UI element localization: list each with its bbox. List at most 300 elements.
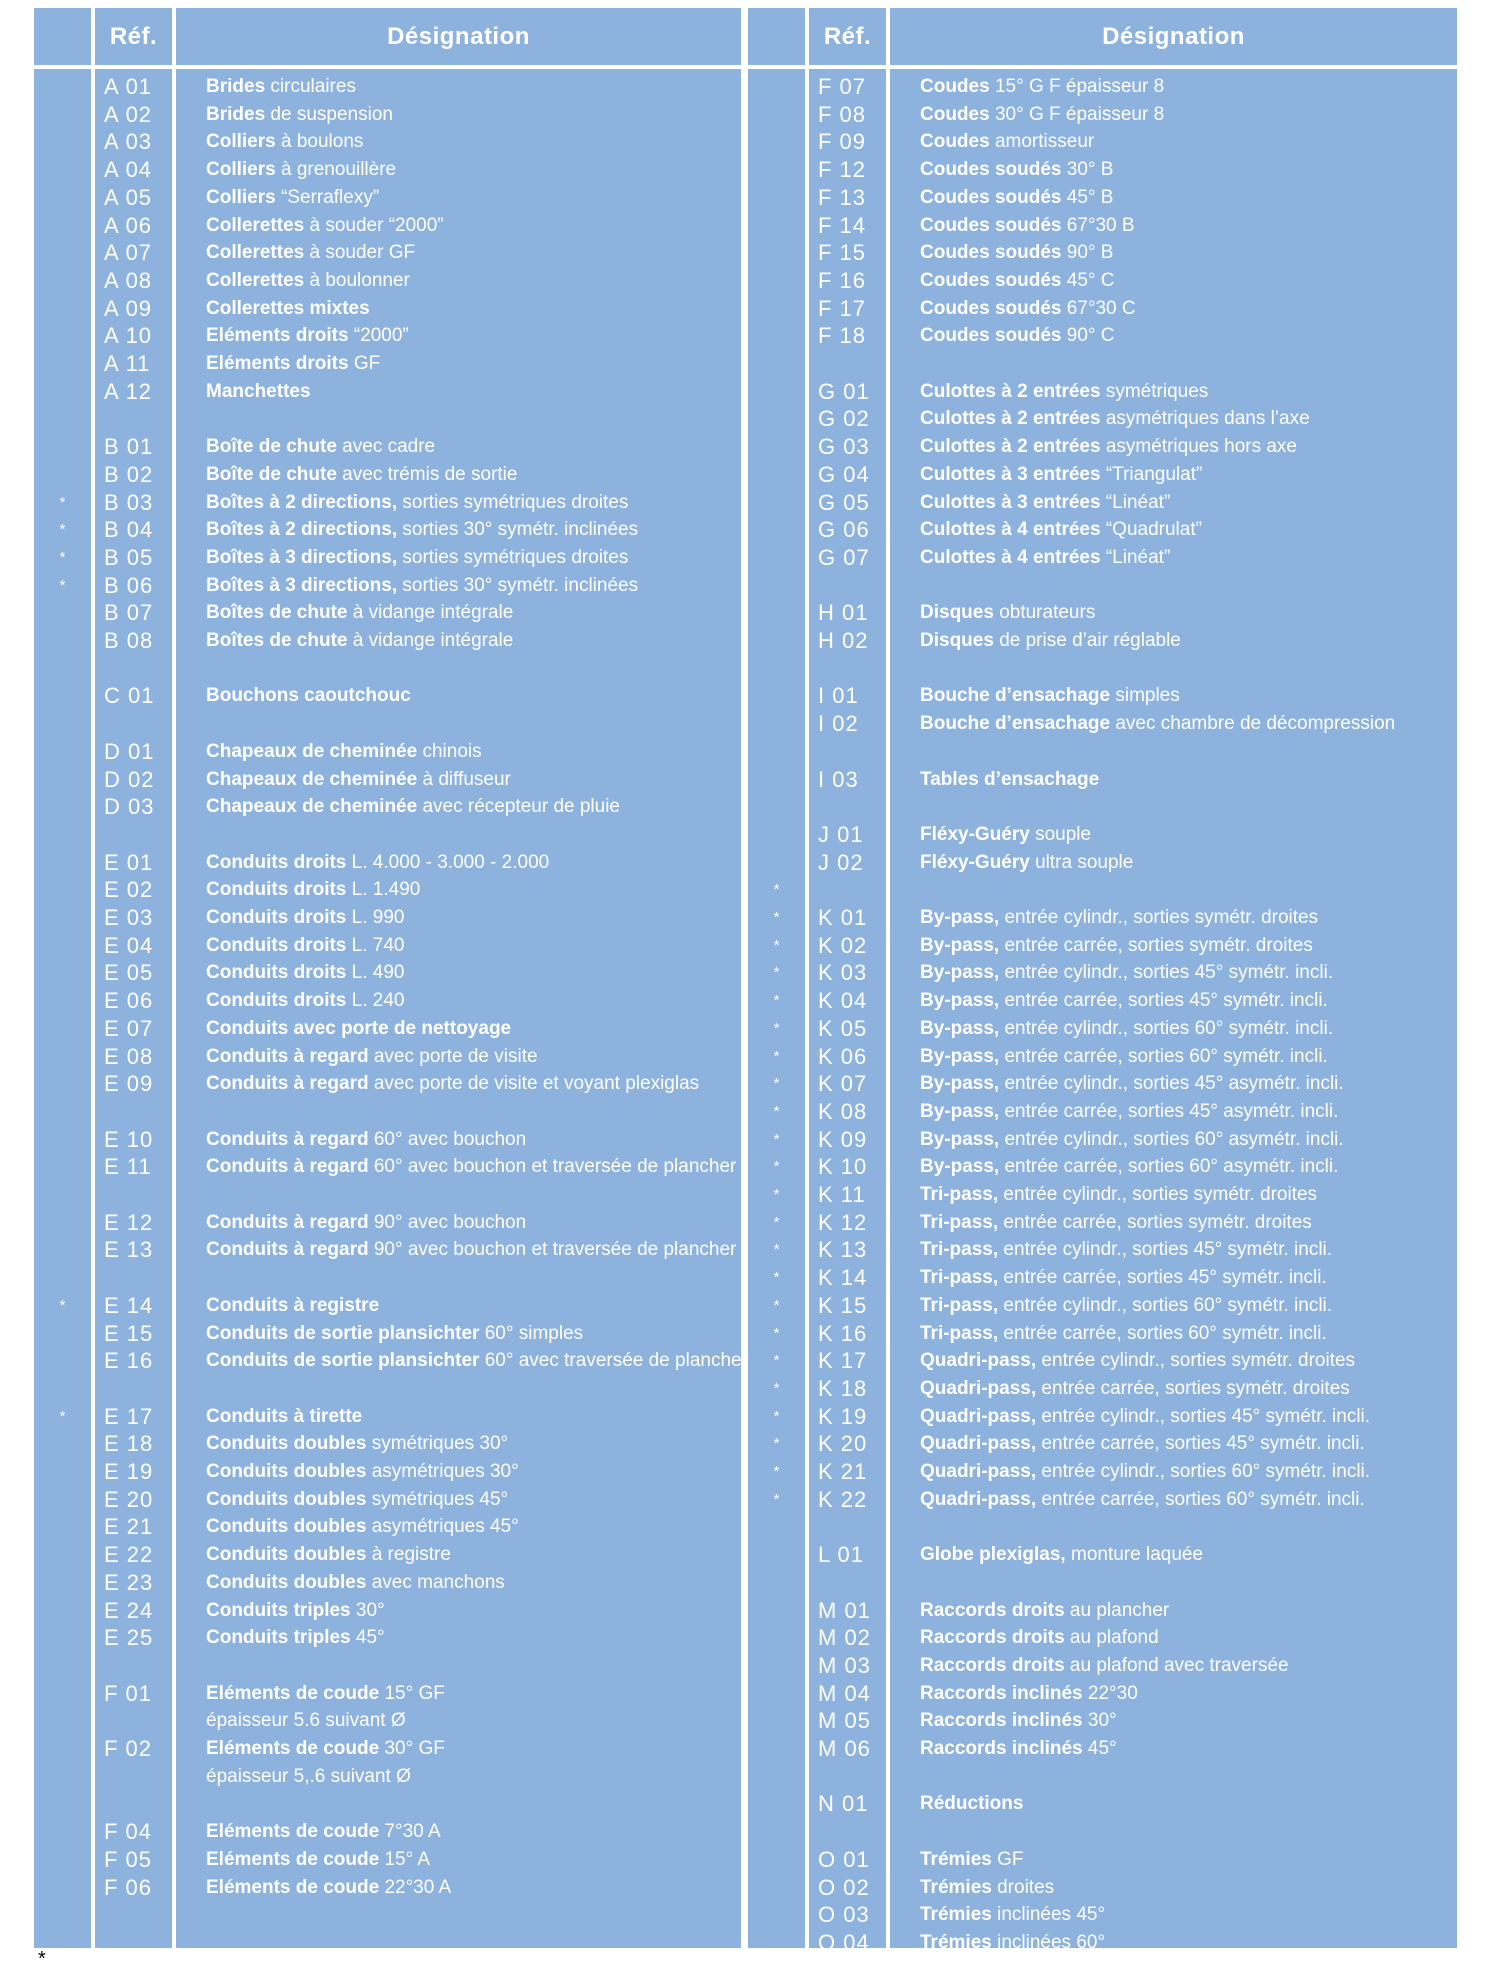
designation-name: Conduits à regard [206, 1073, 369, 1095]
designation-detail: inclinées 60° [991, 1931, 1106, 1953]
designation-cell [890, 959, 1457, 987]
designation-name: Coudes soudés [920, 242, 1062, 264]
new-item-marker: * [773, 1102, 780, 1120]
ref-cell: O 04 [818, 1929, 870, 1955]
designation-cell [176, 572, 741, 600]
designation-detail: 60° avec bouchon et traversée de plancher [368, 1156, 737, 1178]
designation-detail: entrée cylindr., sorties 45° symétr. incli. [1036, 1405, 1371, 1427]
new-item-marker: * [773, 1213, 780, 1231]
designation-name: Conduits à regard [206, 1045, 369, 1067]
ref-cell: G 04 [818, 461, 870, 487]
designation-cell [176, 932, 741, 960]
designation-cell [890, 1680, 1457, 1708]
designation-name: By-pass, [920, 934, 1000, 956]
designation-header: Désignation [387, 22, 530, 50]
ref-cell: E 02 [104, 877, 154, 903]
designation-name: Quadri-pass, [920, 1433, 1037, 1455]
designation-name: By-pass, [920, 907, 1000, 928]
designation-cell [890, 1153, 1457, 1181]
designation-detail: au plancher [1064, 1599, 1170, 1621]
designation-detail: “Linéat” [1100, 546, 1171, 568]
designation-detail: de prise d’air réglable [993, 630, 1181, 651]
ref-cell: K 05 [818, 1015, 868, 1041]
designation-detail: à vidange intégrale [347, 630, 514, 651]
designation-cell [176, 1874, 741, 1902]
ref-cell: E 12 [104, 1209, 154, 1235]
ref-cell: O 01 [818, 1846, 870, 1872]
designation-detail: 15° G F épaisseur 8 [989, 76, 1165, 97]
designation-detail: 22°30 A [379, 1876, 452, 1898]
ref-cell: C 01 [104, 683, 155, 709]
designation-name: Chapeaux de cheminée [206, 796, 418, 818]
ref-cell: E 17 [104, 1403, 154, 1429]
designation-cell [176, 1403, 741, 1431]
ref-cell: D 03 [104, 794, 155, 820]
designation-cell [176, 904, 741, 932]
designation-name: Trémies [920, 1931, 992, 1953]
designation-detail: asymétriques 30° [366, 1461, 519, 1482]
designation-cell [176, 1513, 741, 1541]
designation-detail: sorties 30° symétr. inclinées [397, 574, 639, 596]
designation-detail: entrée carrée, sorties symétr. droites [998, 1211, 1312, 1233]
new-item-marker: * [773, 1158, 780, 1176]
designation-cell [176, 516, 741, 544]
designation-name: Collerettes [206, 269, 305, 291]
designation-name: By-pass, [920, 1156, 1000, 1178]
designation-cell [890, 1652, 1457, 1680]
designation-cell [176, 1818, 741, 1846]
ref-cell: D 02 [104, 766, 155, 792]
designation-detail: entrée carrée, sorties 60° symétr. incli. [1036, 1488, 1365, 1510]
designation-cell [890, 1015, 1457, 1043]
designation-cell [176, 627, 741, 655]
designation-detail: sorties 30° symétr. inclinées [397, 519, 639, 541]
ref-cell: G 05 [818, 489, 870, 515]
designation-detail: avec manchons [366, 1571, 505, 1593]
ref-cell: D 01 [104, 738, 155, 764]
designation-cell [176, 461, 741, 489]
ref-cell: F 06 [104, 1874, 153, 1900]
ref-cell: A 03 [104, 129, 153, 155]
designation-cell [176, 1070, 741, 1098]
designation-cell [176, 73, 741, 101]
ref-cell: G 07 [818, 544, 870, 570]
designation-name: Conduits à regard [206, 1211, 369, 1233]
ref-cell: K 17 [818, 1348, 868, 1374]
designation-name: Quadri-pass, [920, 1350, 1037, 1372]
designation-name: Globe plexiglas, [920, 1544, 1066, 1566]
star-header [34, 8, 91, 65]
ref-cell: E 19 [104, 1459, 154, 1484]
new-item-marker: * [773, 909, 780, 926]
designation-detail: de suspension [265, 103, 393, 125]
designation-cell [890, 184, 1457, 212]
designation-cell [890, 1458, 1457, 1486]
designation-detail: 67°30 B [1061, 214, 1135, 236]
designation-cell [890, 1430, 1457, 1458]
designation-name: Eléments de coude [206, 1682, 380, 1704]
ref-cell: K 07 [818, 1071, 868, 1097]
ref-cell: B 02 [104, 461, 154, 487]
designation-name: Conduits de sortie plansichter [206, 1350, 480, 1372]
ref-cell: E 18 [104, 1431, 154, 1457]
designation-cell [176, 212, 741, 240]
designation-column [176, 69, 748, 1948]
designation-detail: épaisseur 5,.6 suivant Ø [206, 1765, 411, 1787]
new-item-marker: * [773, 1047, 780, 1065]
designation-detail: entrée carrée, sorties 60° symétr. incli. [999, 1045, 1328, 1067]
designation-detail: entrée cylindr., sorties 60° asymétr. incli. [999, 1128, 1344, 1150]
designation-cell [890, 1541, 1457, 1569]
designation-name: Raccords droits [920, 1627, 1065, 1649]
designation-name: Conduits doubles [206, 1571, 367, 1593]
designation-cell [890, 1901, 1457, 1929]
ref-cell: E 14 [104, 1292, 154, 1318]
left-table [34, 8, 748, 1948]
designation-name: Coudes soudés [920, 159, 1062, 181]
designation-cell [176, 1209, 741, 1237]
designation-cell [890, 405, 1457, 433]
new-item-marker: * [773, 1407, 780, 1425]
designation-name: By-pass, [920, 1128, 1000, 1150]
designation-cell [176, 959, 741, 987]
designation-name: Coudes soudés [920, 297, 1062, 319]
new-item-marker: * [773, 1075, 780, 1093]
ref-cell: E 23 [104, 1569, 154, 1595]
designation-cell [890, 710, 1457, 738]
designation-name: Conduits droits [206, 990, 347, 1012]
designation-detail: entrée cylindr., sorties 60° symétr. incli. [1036, 1461, 1371, 1482]
ref-cell: A 11 [104, 351, 151, 376]
ref-cell: E 21 [104, 1514, 154, 1540]
designation-cell [890, 1098, 1457, 1126]
designation-cell [890, 849, 1457, 877]
designation-detail: symétriques 45° [366, 1488, 509, 1510]
designation-name: By-pass, [920, 1100, 1000, 1122]
designation-name: Collerettes mixtes [206, 297, 370, 319]
designation-cell [176, 350, 741, 378]
designation-cell [176, 1320, 741, 1348]
designation-detail: avec porte de visite et voyant plexiglas [368, 1073, 700, 1095]
designation-cell [176, 849, 741, 877]
designation-cell [176, 1236, 741, 1264]
designation-name: Chapeaux de cheminée [206, 740, 418, 762]
new-item-marker: * [59, 493, 66, 511]
designation-name: Disques [920, 602, 994, 624]
designation-cell [176, 544, 741, 572]
designation-cell [890, 1347, 1457, 1375]
designation-name: Coudes soudés [920, 214, 1062, 236]
designation-cell [890, 627, 1457, 655]
designation-name: Tri-pass, [920, 1294, 999, 1316]
designation-cell [890, 1264, 1457, 1292]
new-item-marker: * [59, 576, 66, 594]
designation-name: By-pass, [920, 962, 1000, 984]
designation-detail: entrée cylindr., sorties 60° symétr. incli. [998, 1294, 1333, 1316]
designation-cell [890, 932, 1457, 960]
designation-name: Tri-pass, [920, 1184, 999, 1205]
designation-detail: “Serraflexy” [275, 186, 380, 208]
new-item-marker: * [773, 1019, 780, 1037]
ref-cell: B 04 [104, 517, 154, 543]
designation-name: Raccords inclinés [920, 1738, 1083, 1759]
designation-name: Eléments de coude [206, 1848, 380, 1870]
ref-cell: J 01 [818, 821, 864, 847]
designation-cell [176, 184, 741, 212]
designation-detail: 90° C [1061, 325, 1115, 347]
designation-cell [890, 433, 1457, 461]
designation-name: Coudes [920, 76, 990, 97]
designation-cell [890, 1043, 1457, 1071]
ref-cell: I 03 [818, 766, 859, 792]
designation-name: Trémies [920, 1876, 992, 1898]
designation-name: Raccords inclinés [920, 1682, 1083, 1704]
designation-cell [176, 1458, 741, 1486]
designation-detail: ultra souple [1029, 851, 1134, 873]
designation-detail: droites [991, 1876, 1055, 1898]
designation-name: Bouche d’ensachage [920, 685, 1111, 707]
designation-detail: 30° [350, 1599, 385, 1621]
designation-name: Boîtes à 2 directions, [206, 519, 398, 541]
ref-cell: E 04 [104, 932, 154, 958]
designation-cell [176, 295, 741, 323]
designation-cell [176, 1126, 741, 1154]
designation-detail: à grenouillère [275, 159, 397, 181]
designation-cell [176, 378, 741, 406]
designation-detail: à diffuseur [417, 768, 511, 790]
designation-cell [890, 1181, 1457, 1209]
ref-cell: E 16 [104, 1348, 154, 1374]
designation-cell [890, 73, 1457, 101]
designation-cell [176, 267, 741, 295]
designation-cell [176, 1153, 741, 1181]
designation-detail: 15° GF [379, 1682, 445, 1704]
ref-cell: F 05 [104, 1846, 153, 1872]
ref-cell: B 08 [104, 628, 154, 653]
designation-cell [176, 1015, 741, 1043]
designation-name: Conduits droits [206, 879, 347, 901]
designation-cell [890, 821, 1457, 849]
ref-cell: J 02 [818, 849, 864, 875]
designation-name: Disques [920, 630, 994, 651]
designation-cell [890, 1320, 1457, 1348]
footnote: * [38, 1948, 46, 1970]
designation-name: Coudes [920, 103, 990, 125]
designation-name: Colliers [206, 131, 276, 153]
designation-name: Eléments de coude [206, 1821, 380, 1843]
new-item-marker: * [773, 1269, 780, 1287]
ref-cell: I 01 [818, 683, 859, 709]
designation-cell [890, 1929, 1457, 1957]
designation-name: By-pass, [920, 1073, 1000, 1095]
new-item-marker: * [773, 1435, 780, 1453]
new-item-marker: * [773, 1463, 780, 1480]
designation-cell [890, 1735, 1457, 1763]
designation-cell [176, 1735, 741, 1763]
designation-detail: entrée carrée, sorties 45° symétr. incli. [998, 1267, 1327, 1289]
ref-cell: F 17 [818, 295, 867, 321]
designation-name: Eléments droits [206, 325, 349, 347]
ref-cell: A 02 [104, 101, 153, 127]
designation-name: Quadri-pass, [920, 1461, 1037, 1482]
designation-name: Tri-pass, [920, 1322, 999, 1344]
designation-detail: entrée carrée, sorties 60° symétr. incli. [998, 1322, 1327, 1344]
designation-detail: entrée carrée, sorties 45° symétr. incli. [1036, 1433, 1365, 1455]
ref-cell: E 11 [104, 1154, 152, 1180]
designation-detail: symétriques [1100, 380, 1209, 402]
ref-cell: G 03 [818, 434, 870, 460]
ref-cell: F 08 [818, 101, 867, 127]
ref-cell: A 01 [104, 74, 153, 99]
designation-name: Culottes à 2 entrées [920, 408, 1101, 430]
designation-name: Boîtes à 3 directions, [206, 546, 398, 568]
designation-cell [176, 738, 741, 766]
designation-cell [890, 987, 1457, 1015]
designation-detail: 30° G F épaisseur 8 [989, 103, 1165, 125]
ref-cell: G 01 [818, 378, 870, 404]
designation-name: Quadri-pass, [920, 1377, 1037, 1399]
designation-cell [176, 322, 741, 350]
ref-cell: K 02 [818, 932, 868, 958]
designation-name: Conduits doubles [206, 1433, 367, 1455]
designation-detail: épaisseur 5.6 suivant Ø [206, 1710, 406, 1732]
designation-cell [890, 1126, 1457, 1154]
designation-cell [890, 1707, 1457, 1735]
designation-detail: GF [991, 1848, 1024, 1870]
ref-column [95, 69, 172, 1948]
designation-name: Conduits doubles [206, 1488, 367, 1510]
new-item-marker: * [59, 521, 66, 539]
new-item-marker: * [773, 1296, 780, 1314]
designation-cell [890, 1846, 1457, 1874]
ref-cell: A 05 [104, 184, 153, 210]
designation-detail: entrée cylindr., sorties 60° symétr. incli. [999, 1017, 1334, 1039]
ref-cell: B 03 [104, 489, 154, 515]
designation-name: Culottes à 3 entrées [920, 463, 1101, 485]
designation-cell [890, 599, 1457, 627]
ref-cell: M 04 [818, 1680, 871, 1706]
ref-cell: B 05 [104, 544, 154, 570]
ref-cell: K 11 [818, 1182, 866, 1207]
ref-cell: O 02 [818, 1874, 870, 1900]
designation-cell [890, 295, 1457, 323]
designation-detail: 30° B [1061, 159, 1114, 181]
designation-name: Fléxy-Guéry [920, 823, 1030, 845]
designation-cell [176, 128, 741, 156]
star-column [34, 69, 91, 1948]
designation-name: Trémies [920, 1904, 992, 1926]
designation-cell [176, 1763, 741, 1791]
ref-cell: E 09 [104, 1071, 154, 1097]
designation-cell [176, 1569, 741, 1597]
designation-detail: 45° [1082, 1738, 1117, 1759]
designation-name: Conduits droits [206, 907, 347, 928]
designation-name: Conduits triples [206, 1599, 351, 1621]
designation-detail: 60° avec traversée de plancher [479, 1350, 748, 1372]
designation-name: Colliers [206, 159, 276, 181]
designation-detail: “Quadrulat” [1100, 519, 1202, 541]
designation-cell [176, 1541, 741, 1569]
ref-cell: F 09 [818, 129, 867, 155]
designation-name: Bouche d’ensachage [920, 713, 1111, 735]
designation-detail: 90° avec bouchon et traversée de plancher [368, 1239, 737, 1261]
designation-detail: entrée carrée, sorties 45° symétr. incli. [999, 990, 1328, 1012]
designation-cell [890, 682, 1457, 710]
new-item-marker: * [773, 1352, 780, 1370]
designation-name: Tri-pass, [920, 1267, 999, 1289]
ref-cell: E 25 [104, 1625, 154, 1651]
designation-name: Conduits avec porte de nettoyage [206, 1017, 512, 1039]
designation-name: Raccords droits [920, 1599, 1065, 1621]
designation-detail: 22°30 [1082, 1682, 1138, 1704]
designation-detail: entrée carrée, sorties symétr. droites [999, 934, 1313, 956]
designation-name: By-pass, [920, 1045, 1000, 1067]
designation-detail: entrée carrée, sorties 60° asymétr. incli. [999, 1156, 1339, 1178]
designation-detail: L. 1.490 [346, 879, 421, 901]
designation-detail: entrée carrée, sorties 45° asymétr. incli. [999, 1100, 1339, 1122]
designation-cell [890, 1236, 1457, 1264]
designation-detail: “Linéat” [1100, 491, 1171, 513]
ref-cell: L 01 [818, 1542, 865, 1568]
designation-detail: avec porte de visite [368, 1045, 538, 1067]
designation-cell [176, 433, 741, 461]
new-item-marker: * [773, 1490, 780, 1508]
designation-cell [890, 516, 1457, 544]
ref-cell: M 02 [818, 1625, 871, 1651]
new-item-marker: * [773, 1241, 780, 1259]
designation-detail: avec chambre de décompression [1110, 713, 1396, 735]
designation-detail: “Triangulat” [1100, 463, 1203, 485]
ref-cell: F 01 [104, 1680, 153, 1706]
designation-detail: L. 240 [346, 990, 405, 1012]
new-item-marker: * [773, 1186, 780, 1203]
designation-detail: simples [1110, 685, 1180, 707]
designation-cell [176, 1846, 741, 1874]
designation-detail: 67°30 C [1061, 297, 1136, 319]
designation-cell [176, 1292, 741, 1320]
ref-cell: K 15 [818, 1292, 868, 1318]
ref-cell: A 07 [104, 240, 153, 266]
designation-cell [176, 101, 741, 129]
designation-detail: 60° simples [479, 1322, 584, 1344]
designation-header: Désignation [1102, 22, 1245, 50]
ref-cell: E 05 [104, 960, 154, 986]
designation-detail: obturateurs [993, 602, 1096, 624]
designation-cell [176, 1707, 741, 1735]
designation-cell [890, 212, 1457, 240]
designation-name: Brides [206, 76, 266, 97]
ref-cell: K 18 [818, 1375, 868, 1401]
designation-cell [890, 461, 1457, 489]
new-item-marker: * [59, 548, 66, 566]
designation-cell [176, 766, 741, 794]
ref-cell: B 07 [104, 600, 154, 626]
ref-cell: M 06 [818, 1736, 871, 1761]
ref-cell: K 01 [818, 905, 868, 930]
ref-cell: E 22 [104, 1542, 154, 1568]
designation-name: Boîte de chute [206, 463, 337, 485]
designation-detail: 30° [1082, 1710, 1117, 1732]
ref-cell: H 01 [818, 600, 869, 626]
designation-name: Coudes soudés [920, 186, 1062, 208]
designation-name: Culottes à 2 entrées [920, 436, 1101, 458]
designation-name: Boîtes à 3 directions, [206, 574, 398, 596]
ref-cell: M 03 [818, 1652, 871, 1678]
designation-name: Manchettes [206, 380, 311, 402]
designation-detail: entrée cylindr., sorties 45° asymétr. incli. [999, 1073, 1344, 1095]
designation-detail: monture laquée [1065, 1544, 1204, 1566]
designation-detail: souple [1029, 823, 1092, 845]
